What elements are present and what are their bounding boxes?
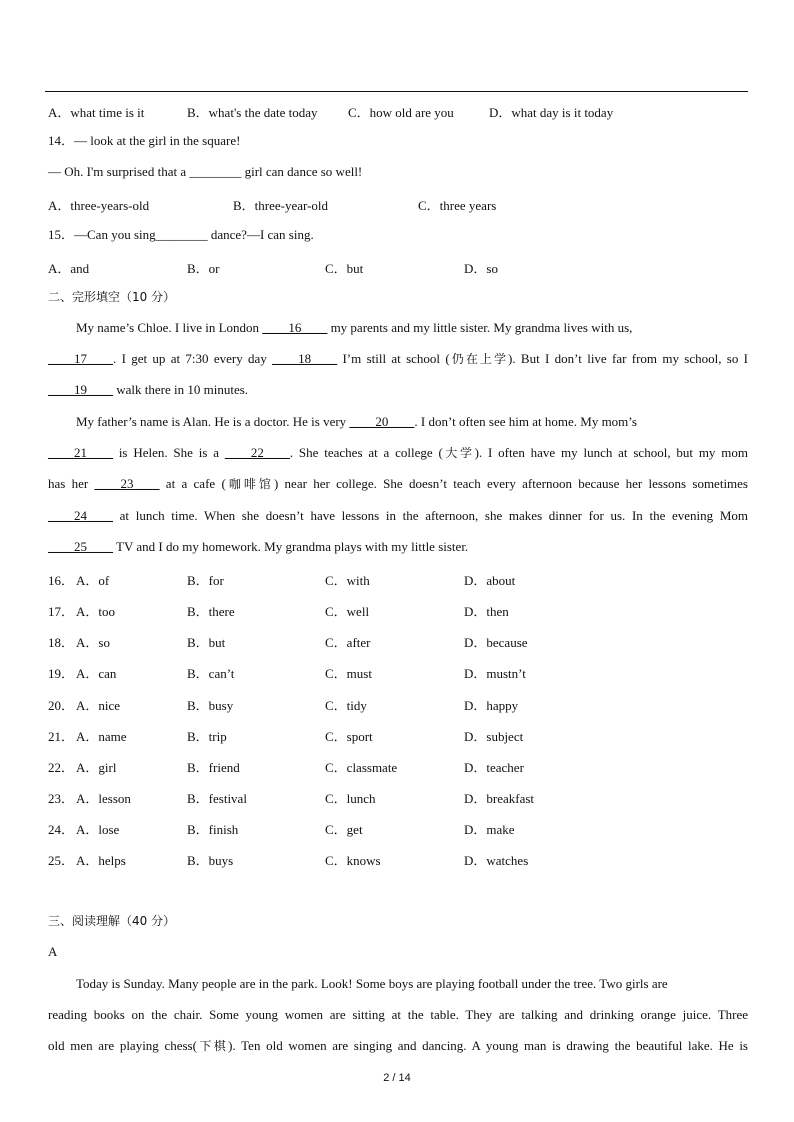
question-number: 24． xyxy=(48,822,75,837)
option-b: B．busy xyxy=(187,698,234,713)
option-a: A．of xyxy=(76,573,110,588)
question-number: 25． xyxy=(48,853,75,868)
option-d: D．mustn’t xyxy=(464,666,526,681)
option-d: D．then xyxy=(464,604,509,619)
blank-16: ____16____ xyxy=(262,320,328,335)
q13-option-a: A．what time is it xyxy=(48,105,145,120)
option-c: C．knows xyxy=(325,853,381,868)
option-c: C．must xyxy=(325,666,372,681)
cloze-line-8: ____25____ TV and I do my homework. My grandma plays with my little sister. xyxy=(48,539,469,554)
option-c: C．lunch xyxy=(325,791,376,806)
q14-stem: 14．— look at the girl in the square! xyxy=(48,133,241,148)
option-a: A．too xyxy=(76,604,116,619)
section-3-title: 三、阅读理解（40 分） xyxy=(48,914,176,928)
blank-23: ____23____ xyxy=(94,476,160,491)
option-b: B．for xyxy=(187,573,224,588)
reading-line-3: old men are playing chess(下棋). Ten old women are singing and dancing. A young man is drawing the beautiful lake. He is xyxy=(48,1038,748,1053)
question-number: 16． xyxy=(48,573,75,588)
blank-24: ____24____ xyxy=(48,508,113,523)
option-d: D．teacher xyxy=(464,760,524,775)
question-number: 20． xyxy=(48,698,75,713)
passage-label: A xyxy=(48,944,58,959)
question-number: 19． xyxy=(48,666,75,681)
blank-19: ____19____ xyxy=(48,382,113,397)
cloze-line-3: ____19____ walk there in 10 minutes. xyxy=(48,382,249,397)
reading-line-1: Today is Sunday. Many people are in the park. Look! Some boys are playing football under the tree. Two girls are xyxy=(76,976,668,991)
option-a: A．girl xyxy=(76,760,117,775)
question-number: 21． xyxy=(48,729,75,744)
blank-18: ____18____ xyxy=(272,351,338,366)
option-d: D．make xyxy=(464,822,515,837)
question-number: 17． xyxy=(48,604,75,619)
option-d: D．watches xyxy=(464,853,529,868)
option-c: C．well xyxy=(325,604,370,619)
q13-option-d: D．what day is it today xyxy=(489,105,614,120)
option-a: A．lesson xyxy=(76,791,131,806)
reading-line-2: reading books on the chair. Some young women are sitting at the table. They are talking and drinking orange juice. Three xyxy=(48,1007,748,1022)
option-b: B．festival xyxy=(187,791,247,806)
q14-option-b: B．three-year-old xyxy=(233,198,329,213)
q15-stem: 15．—Can you sing________ dance?—I can sing. xyxy=(48,227,314,242)
option-a: A．so xyxy=(76,635,110,650)
question-number: 18． xyxy=(48,635,75,650)
option-b: B．buys xyxy=(187,853,234,868)
cloze-line-7: ____24____ at lunch time. When she doesn’t have lessons in the afternoon, she makes dinner for us. In the evening Mom xyxy=(48,508,748,523)
option-b: B．there xyxy=(187,604,235,619)
cloze-line-5: ____21____ is Helen. She is a ____22____. She teaches at a college (大学). I often have my lunch at school, but my mom xyxy=(48,445,748,460)
option-a: A．lose xyxy=(76,822,120,837)
option-a: A．can xyxy=(76,666,117,681)
blank-17: ____17____ xyxy=(48,351,113,366)
section-2-title: 二、完形填空（10 分） xyxy=(48,290,176,304)
option-b: B．trip xyxy=(187,729,227,744)
blank-20: ____20____ xyxy=(349,414,415,429)
option-c: C．sport xyxy=(325,729,373,744)
option-d: D．about xyxy=(464,573,516,588)
page-number: 2 / 14 xyxy=(383,1072,411,1084)
q15-option-a: A．and xyxy=(48,261,90,276)
cloze-line-4: My father’s name is Alan. He is a doctor. He is very ____20____. I don’t often see him at home. My mom’s xyxy=(76,414,637,429)
q15-option-c: C．but xyxy=(325,261,364,276)
question-number: 23． xyxy=(48,791,75,806)
option-a: A．nice xyxy=(76,698,121,713)
option-d: D．breakfast xyxy=(464,791,535,806)
q13-option-b: B．what's the date today xyxy=(187,105,318,120)
cloze-line-6: has her ____23____ at a cafe (咖啡馆) near her college. She doesn’t teach every afternoon because her lessons sometimes xyxy=(48,476,748,491)
option-a: A．helps xyxy=(76,853,126,868)
option-b: B．friend xyxy=(187,760,240,775)
option-c: C．get xyxy=(325,822,363,837)
q14-reply: — Oh. I'm surprised that a ________ girl can dance so well! xyxy=(48,164,363,179)
option-b: B．but xyxy=(187,635,226,650)
option-d: D．subject xyxy=(464,729,524,744)
option-c: C．with xyxy=(325,573,370,588)
q15-option-d: D．so xyxy=(464,261,498,276)
q14-option-c: C．three years xyxy=(418,198,497,213)
option-b: B．can’t xyxy=(187,666,235,681)
option-c: C．classmate xyxy=(325,760,398,775)
blank-21: ____21____ xyxy=(48,445,113,460)
option-d: D．because xyxy=(464,635,528,650)
blank-25: ____25____ xyxy=(48,539,113,554)
option-c: C．tidy xyxy=(325,698,367,713)
header-rule xyxy=(45,91,748,92)
cloze-line-2: ____17____. I get up at 7:30 every day ____18____ I’m still at school (仍在上学). But I don’t live far from my school, so I xyxy=(48,351,748,366)
q15-option-b: B．or xyxy=(187,261,220,276)
option-a: A．name xyxy=(76,729,127,744)
question-number: 22． xyxy=(48,760,75,775)
option-c: C．after xyxy=(325,635,371,650)
blank-22: ____22____ xyxy=(224,445,290,460)
q14-option-a: A．three-years-old xyxy=(48,198,150,213)
q13-option-c: C．how old are you xyxy=(348,105,454,120)
option-d: D．happy xyxy=(464,698,519,713)
option-b: B．finish xyxy=(187,822,239,837)
cloze-line-1: My name’s Chloe. I live in London ____16____ my parents and my little sister. My grandma lives with us, xyxy=(76,320,633,335)
